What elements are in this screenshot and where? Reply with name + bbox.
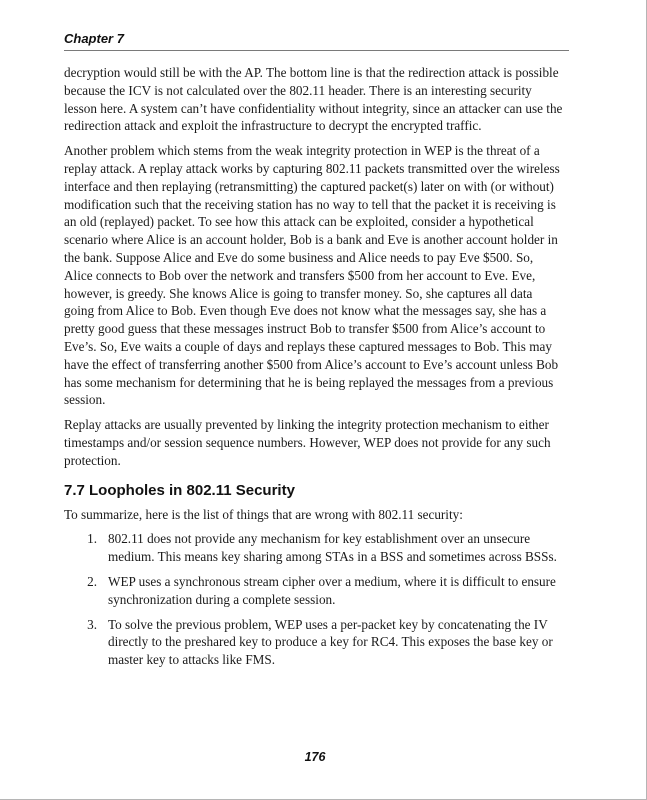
paragraph-replay-prevention: Replay attacks are usually prevented by linking the integrity protection mechanism to either timestamps and/or session sequence numbers. However, WEP does not provide for any such protection.: [64, 417, 551, 468]
page-body: [64, 64, 564, 676]
list-item-text: 802.11 does not provide any mechanism for key establishment over an unsecure medium. This means key sharing among STAs in a BSS and sometimes across BSSs.: [108, 531, 557, 565]
page-number: 176: [304, 750, 326, 764]
paragraph-redirection-conclusion: decryption would still be with the AP. The bottom line is that the redirection attack is possible because the ICV is not calculated over the 802.11 header. There is an interesting security lesson here. A system can’t have confidentiality without integrity, since an attacker can use the redirection attack and exploit the infrastructure to decrypt the encrypted traffic.: [64, 65, 563, 134]
paragraph-replay-attack: Another problem which stems from the weak integrity protection in WEP is the threat of a replay attack. A replay attack works by capturing 802.11 packets transmitted over the wireless interface and then replaying (retransmitting) the captured packet(s) later on with (or without) modification such that the receiving station has no way to tell that the packet it is receiving is an old (replayed) packet. To see how this attack can be exploited, consider a hypothetical scenario where Alice is an account holder, Bob is a bank and Eve is another account holder in the bank. Suppose Alice and Eve do some business and Alice needs to pay Eve $500. So, Alice connects to Bob over the network and transfers $500 from her account to Eve. Eve, however, is greedy. She knows Alice is going to transfer money. So, she captures all data going from Alice to Bob. Even though Eve does not know what the messages say, she has a pretty good guess that these messages instruct Bob to transfer $500 from Alice’s account to Eve’s. So, Eve waits a couple of days and replays these captured messages to Bob. This may have the effect of transferring another $500 from Alice’s account to Eve’s account unless Bob has some mechanism for determining that he is being replayed the messages from a previous session.: [64, 143, 560, 408]
section-intro: To summarize, here is the list of things that are wrong with 802.11 security:: [64, 506, 463, 522]
list-item: [64, 530, 564, 566]
list-item-number: 3.: [87, 616, 97, 632]
list-item: [64, 573, 564, 609]
list-item-number: 1.: [87, 531, 97, 547]
list-item-text: WEP uses a synchronous stream cipher over a medium, where it is difficult to ensure synchronization during a complete session.: [108, 573, 556, 607]
header-rule: [64, 50, 569, 51]
list-item-text: To solve the previous problem, WEP uses a per-packet key by concatenating the IV directly to the preshared key to produce a key for RC4. This exposes the base key or master key to attacks like FMS.: [108, 616, 553, 668]
running-head-chapter: Chapter 7: [64, 31, 124, 46]
loopholes-list: [64, 530, 564, 669]
list-item-number: 2.: [87, 573, 97, 589]
list-item: [64, 616, 564, 669]
section-heading: 7.7 Loopholes in 802.11 Security: [64, 481, 295, 499]
